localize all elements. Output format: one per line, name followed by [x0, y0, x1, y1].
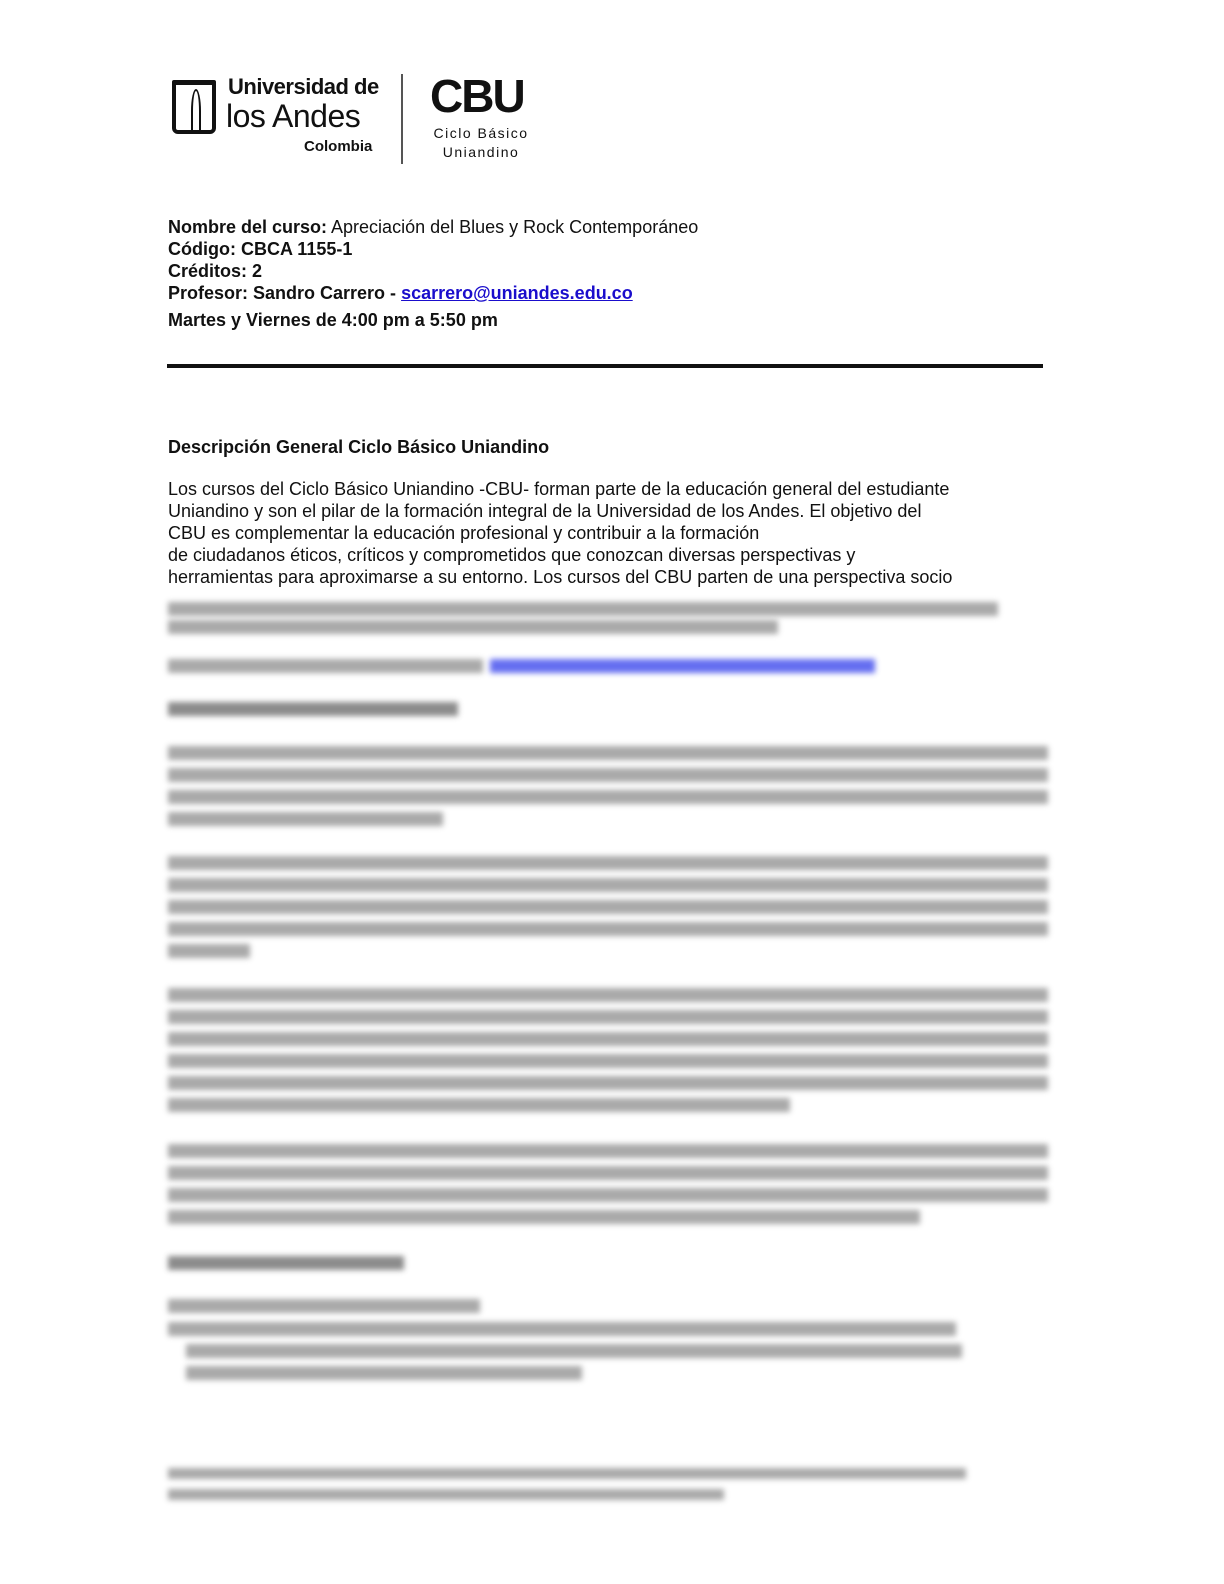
course-credits	[168, 260, 698, 282]
logo-text-line1: Universidad de	[228, 74, 379, 99]
course-professor	[168, 282, 698, 304]
blurred-line	[168, 856, 1048, 870]
blurred-footer	[168, 1489, 724, 1500]
paragraph-line: CBU es complementar la educación profesional y contribuir a la formación	[168, 523, 760, 543]
blurred-line	[168, 790, 1048, 804]
blurred-line	[168, 1054, 1048, 1068]
blurred-list-item	[186, 1344, 962, 1358]
professor-email-link[interactable]: scarrero@uniandes.edu.co	[401, 283, 633, 303]
blurred-line	[168, 1032, 1048, 1046]
paragraph-line: Uniandino y son el pilar de la formación integral de la Universidad de los Andes. El objetivo del	[168, 501, 922, 521]
course-code-text: Código: CBCA 1155-1	[168, 239, 353, 259]
blurred-link[interactable]	[490, 659, 875, 673]
blurred-list-item	[168, 1299, 480, 1313]
cbu-subtitle-line2: Uniandino	[442, 144, 520, 160]
paragraph-line: Los cursos del Ciclo Básico Uniandino -CBU- forman parte de la educación general del estudiante	[168, 479, 950, 499]
universidad-de-los-andes-logo	[170, 76, 380, 166]
blurred-line	[168, 746, 1048, 760]
blurred-line	[168, 1210, 920, 1224]
course-name	[168, 216, 698, 238]
blurred-heading	[168, 702, 458, 716]
blurred-line	[168, 1098, 790, 1112]
course-info	[168, 216, 698, 331]
blurred-line	[168, 944, 250, 958]
blurred-line	[168, 1144, 1048, 1158]
section-paragraph	[168, 478, 1048, 588]
logo-text-line2: los Andes	[226, 98, 361, 134]
shield-icon	[172, 80, 216, 134]
logo-text-line3: Colombia	[304, 138, 373, 155]
cbu-subtitle	[426, 124, 536, 162]
blurred-line	[168, 1076, 1048, 1090]
cbu-subtitle-line1: Ciclo Básico	[433, 125, 529, 141]
blurred-heading	[168, 1256, 404, 1270]
schedule-text: Martes y Viernes de 4:00 pm a 5:50 pm	[168, 310, 498, 330]
blurred-line	[168, 1188, 1048, 1202]
course-code	[168, 238, 698, 260]
header-rule	[167, 364, 1043, 368]
course-name-value: Apreciación del Blues y Rock Contemporáneo	[327, 217, 699, 237]
blurred-line	[168, 900, 1048, 914]
course-credits-text: Créditos: 2	[168, 261, 263, 281]
blurred-list-item	[186, 1366, 582, 1380]
blurred-line	[168, 922, 1048, 936]
paragraph-line: herramientas para aproximarse a su entorno. Los cursos del CBU parten de una perspectiva socio	[168, 567, 953, 587]
course-schedule	[168, 309, 698, 331]
course-name-label: Nombre del curso:	[168, 217, 328, 237]
paragraph-line: de ciudadanos éticos, críticos y comprometidos que conozcan diversas perspectivas y	[168, 545, 856, 565]
blurred-line	[168, 620, 778, 634]
blurred-line	[168, 1166, 1048, 1180]
blurred-line	[168, 878, 1048, 892]
blurred-footer	[168, 1468, 966, 1479]
blurred-list-item	[168, 1322, 956, 1336]
blurred-line	[168, 812, 443, 826]
professor-text: Profesor: Sandro Carrero -	[168, 283, 402, 303]
logo-divider	[401, 74, 403, 164]
blurred-line	[168, 768, 1048, 782]
section-heading: Descripción General Ciclo Básico Uniandino	[168, 437, 550, 457]
blurred-line	[168, 602, 998, 616]
blurred-line	[168, 1010, 1048, 1024]
blurred-line	[168, 659, 483, 673]
blurred-line	[168, 988, 1048, 1002]
cbu-logo: CBU	[430, 70, 524, 122]
